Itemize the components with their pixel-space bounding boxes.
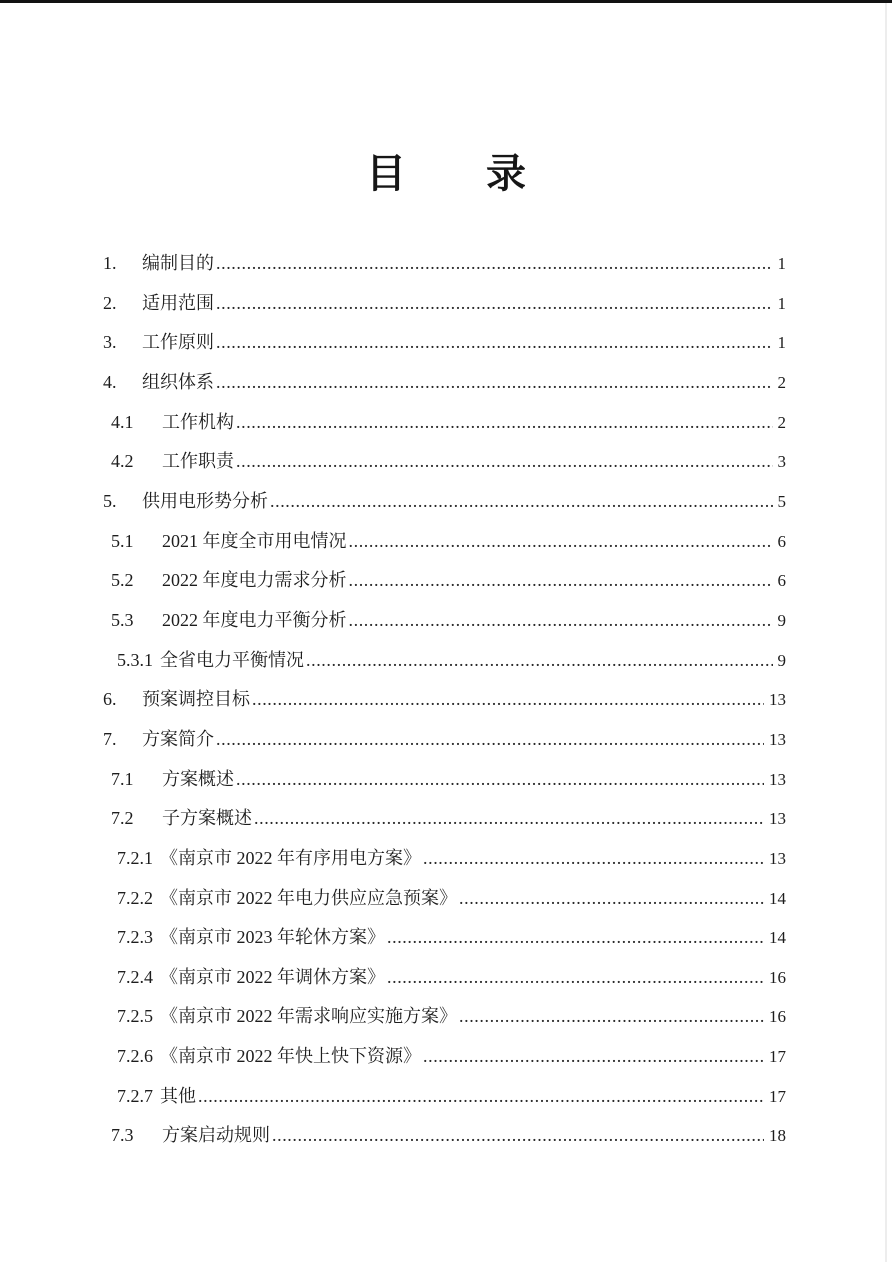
toc-entry-number: 7.2.5: [117, 1006, 153, 1027]
toc-entry-title: 2022 年度电力需求分析: [162, 570, 347, 591]
toc-entry-number: 7.2.6: [117, 1046, 153, 1067]
toc-dot-leader: [252, 680, 764, 719]
toc-entry: [103, 799, 786, 839]
toc-entry: [103, 284, 786, 324]
toc-entry-number: 4.: [103, 371, 117, 392]
toc-entry-number: 4.2: [111, 451, 134, 472]
toc-entry: [103, 522, 786, 562]
toc-dot-leader: [423, 839, 764, 878]
toc-dot-leader: [236, 760, 764, 799]
toc-dot-leader: [272, 1116, 764, 1155]
toc-dot-leader: [216, 284, 773, 323]
toc-dot-leader: [216, 323, 773, 362]
toc-entry: [103, 641, 786, 681]
toc-dot-leader: [349, 522, 773, 561]
toc-entry-number: 7.2.3: [117, 927, 153, 948]
toc-entry-title: 《南京市 2022 年调休方案》: [160, 966, 385, 987]
toc-entry-number: 4.1: [111, 411, 134, 432]
toc-entry-number: 3.: [103, 332, 117, 353]
toc-entry: [103, 720, 786, 760]
toc-entry-number: 7.2: [111, 808, 134, 829]
toc-entry-number: 7.: [103, 728, 117, 749]
toc-entry-page: 2: [777, 412, 786, 432]
toc-entry: [103, 601, 786, 641]
toc-entry-title: 工作职责: [162, 451, 234, 472]
toc-entry-page: 5: [777, 491, 786, 511]
toc-entry-title: 2022 年度电力平衡分析: [162, 609, 347, 630]
toc-entry-number: 7.3: [111, 1125, 134, 1146]
toc-dot-leader: [459, 997, 764, 1036]
toc-list: [103, 244, 786, 1156]
toc-entry-title: 《南京市 2022 年需求响应实施方案》: [160, 1006, 457, 1027]
toc-entry-number: 7.2.4: [117, 966, 153, 987]
toc-entry-title: 2021 年度全市用电情况: [162, 530, 347, 551]
toc-entry: [103, 879, 786, 919]
toc-entry-page: 13: [769, 809, 786, 829]
toc-entry-title: 子方案概述: [162, 808, 252, 829]
toc-dot-leader: [387, 918, 764, 957]
toc-entry-title: 《南京市 2023 年轮休方案》: [160, 927, 385, 948]
toc-dot-leader: [459, 879, 764, 918]
toc-entry-page: 13: [769, 729, 786, 749]
toc-entry: [103, 403, 786, 443]
toc-entry-title: 《南京市 2022 年电力供应应急预案》: [160, 887, 457, 908]
toc-entry-title: 预案调控目标: [142, 689, 250, 710]
toc-entry-page: 14: [769, 888, 786, 908]
toc-dot-leader: [216, 244, 773, 283]
toc-entry: [103, 1116, 786, 1156]
toc-entry-title: 工作原则: [142, 332, 214, 353]
toc-entry-title: 工作机构: [162, 411, 234, 432]
toc-entry-page: 18: [769, 1126, 786, 1146]
toc-entry-title: 组织体系: [142, 371, 214, 392]
toc-title: 目 录: [366, 151, 526, 196]
toc-dot-leader: [423, 1037, 764, 1076]
toc-dot-leader: [270, 482, 773, 521]
toc-entry-number: 6.: [103, 689, 117, 710]
toc-entry: [103, 680, 786, 720]
toc-entry-page: 13: [769, 769, 786, 789]
toc-entry-number: 7.2.1: [117, 847, 153, 868]
toc-entry-title: 方案启动规则: [162, 1125, 270, 1146]
toc-dot-leader: [216, 363, 773, 402]
toc-dot-leader: [198, 1077, 764, 1116]
toc-entry-page: 13: [769, 848, 786, 868]
toc-dot-leader: [349, 601, 773, 640]
toc-dot-leader: [349, 561, 773, 600]
toc-entry-title: 《南京市 2022 年快上快下资源》: [160, 1046, 421, 1067]
toc-entry-title: 方案简介: [142, 728, 214, 749]
toc-entry-page: 16: [769, 967, 786, 987]
toc-entry-number: 7.2.2: [117, 887, 153, 908]
toc-entry-number: 7.2.7: [117, 1085, 153, 1106]
toc-entry: [103, 363, 786, 403]
toc-entry: [103, 918, 786, 958]
toc-entry-page: 13: [769, 690, 786, 710]
toc-entry: [103, 839, 786, 879]
toc-entry-page: 14: [769, 928, 786, 948]
toc-entry: [103, 482, 786, 522]
toc-dot-leader: [236, 403, 773, 442]
toc-entry-page: 6: [777, 531, 786, 551]
toc-entry-number: 5.: [103, 490, 117, 511]
toc-entry: [103, 323, 786, 363]
toc-entry-title: 供用电形势分析: [142, 490, 268, 511]
toc-entry-number: 2.: [103, 292, 117, 313]
toc-entry-page: 17: [769, 1086, 786, 1106]
toc-entry-page: 9: [777, 650, 786, 670]
toc-dot-leader: [236, 442, 773, 481]
toc-entry-page: 2: [777, 372, 786, 392]
toc-entry-title: 全省电力平衡情况: [160, 649, 304, 670]
toc-entry-title: 适用范围: [142, 292, 214, 313]
toc-entry-title: 方案概述: [162, 768, 234, 789]
toc-entry: [103, 760, 786, 800]
toc-entry: [103, 1077, 786, 1117]
toc-dot-leader: [216, 720, 764, 759]
toc-entry-title: 其他: [160, 1085, 196, 1106]
toc-entry-number: 5.3: [111, 609, 134, 630]
toc-entry-title: 《南京市 2022 年有序用电方案》: [160, 847, 421, 868]
toc-dot-leader: [387, 958, 764, 997]
toc-entry-number: 1.: [103, 253, 117, 273]
toc-entry-page: 16: [769, 1007, 786, 1027]
toc-entry-page: 1: [777, 293, 786, 313]
toc-entry: [103, 244, 786, 284]
toc-entry: [103, 561, 786, 601]
toc-entry-page: 1: [777, 333, 786, 353]
toc-entry-page: 3: [777, 452, 786, 472]
toc-entry-number: 5.3.1: [117, 649, 153, 670]
toc-entry: [103, 958, 786, 998]
toc-entry-number: 5.2: [111, 570, 134, 591]
toc-entry-number: 5.1: [111, 530, 134, 551]
toc-entry: [103, 442, 786, 482]
toc-entry-page: 9: [777, 610, 786, 630]
toc-entry-title: 编制目的: [142, 253, 214, 273]
page-edge-shadow: [885, 3, 887, 1262]
toc-entry-page: 17: [769, 1047, 786, 1067]
toc-dot-leader: [306, 641, 773, 680]
toc-entry-page: 1: [777, 254, 786, 273]
toc-entry-page: 6: [777, 571, 786, 591]
toc-entry: [103, 997, 786, 1037]
toc-entry-number: 7.1: [111, 768, 134, 789]
toc-entry: [103, 1037, 786, 1077]
toc-dot-leader: [254, 799, 764, 838]
